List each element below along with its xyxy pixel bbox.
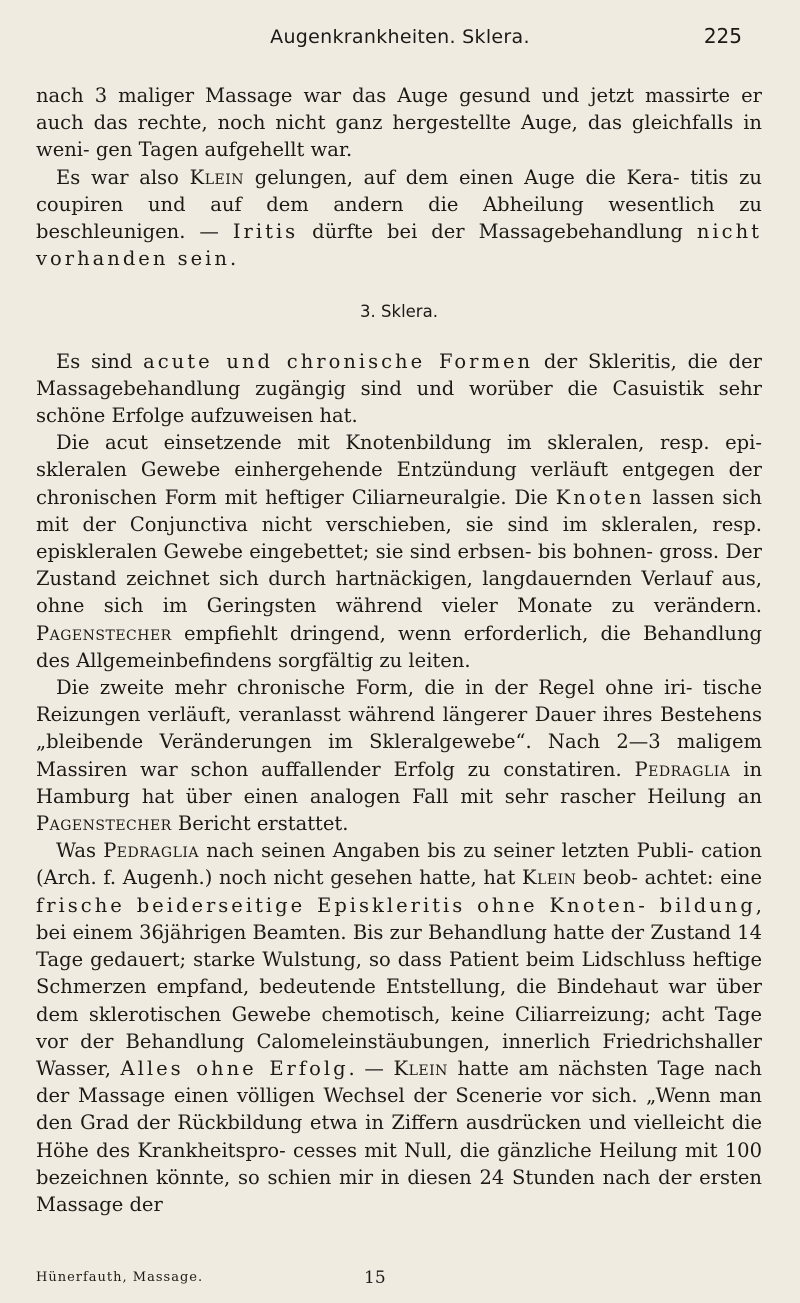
- text-run: Es war also: [56, 165, 190, 189]
- author-name-klein: Klein: [522, 866, 577, 890]
- text-run: , bei einem 36jährigen Beamten. Bis zur Behandlung hatte der Zustand 14 Tage gedauert; starke Wulstung, so dass Patient beim Lidschluss heftige Schmerzen empfand, bedeutende Entstellung, die Bindehaut war über dem sklerotischen Gewebe chemotisch, keine Ciliarreizung; acht Tage vor der Behandlung Calomeleinstäubungen, innerlich Friedrichshaller Wasser,: [36, 893, 762, 1080]
- paragraph-6: [36, 837, 762, 1218]
- author-name-klein: Klein: [189, 165, 245, 189]
- text-run: Die acut einsetzende mit Knotenbildung im skleralen, resp. epi- skleralen Gewebe einhergehende Entzündung verläuft entgegen der chronischen Form mit heftiger Ciliarneuralgie. Die: [36, 431, 762, 509]
- text-run: in Hamburg hat über einen analogen Fall mit sehr rascher Heilung an: [36, 757, 762, 808]
- section-heading: 3. Sklera.: [360, 302, 438, 322]
- emphasis-acute-chronische: acute und chronische Formen: [143, 349, 534, 373]
- text-run: gelungen, auf dem einen Auge die Kera- titis zu coupiren und auf dem andern die Abheilung wesentlich zu beschleunigen. —: [36, 165, 762, 244]
- text-run: .: [229, 247, 237, 271]
- author-name-pagenstecher: Pagenstecher: [36, 621, 172, 645]
- paragraph-2: [36, 164, 762, 273]
- paragraph-5: [36, 674, 762, 837]
- text-run: empfiehlt dringend, wenn erforderlich, die Behandlung des Allgemeinbefindens sorgfältig zu leiten.: [36, 621, 762, 672]
- running-head: [0, 22, 800, 58]
- author-name-klein: Klein: [393, 1056, 448, 1080]
- paragraph-3: [36, 348, 762, 430]
- text-run: hatte am nächsten Tage nach der Massage einen völligen Wechsel der Scenerie vor sich. „Wenn man den Grad der Rückbildung etwa in Ziffern ausdrücken und vielleicht die Höhe des Krankheitspro- cesses mit Null, die gänzliche Heilung mit 100 bezeichnen könnte, so schien mir in diesen 24 Stunden nach der ersten Massage der: [36, 1056, 762, 1216]
- body-text: [36, 82, 762, 1218]
- page-footer: [36, 1270, 762, 1292]
- author-name-pedraglia: Pedraglia: [103, 839, 200, 863]
- emphasis-iritis: Iritis: [232, 220, 299, 244]
- page-number: 225: [703, 24, 742, 48]
- text-run: lassen sich mit der Conjunctiva nicht verschieben, sie sind im skleralen, resp. episkleralen Gewebe eingebettet; sie sind erbsen- bis bohnen- gross. Der Zustand zeichnet sich durch hartnäckigen, langdauernden Verlauf aus, ohne sich im Geringsten während vieler Monate zu verändern.: [36, 485, 762, 618]
- paragraph-1: [36, 82, 762, 164]
- text-run: Die zweite mehr chronische Form, die in der Regel ohne iri- tische Reizungen verläuft, veranlasst während längerer Dauer ihres Bestehens „bleibende Veränderungen im Skleralgewebe“. Nach 2—3 maligem Massiren war schon auffallender Erfolg zu constatiren.: [36, 676, 762, 781]
- signature-line: Hünerfauth, Massage.: [36, 1270, 204, 1285]
- text-run: dürfte bei der Massagebehandlung: [298, 220, 697, 244]
- text-run: . —: [348, 1056, 394, 1080]
- emphasis-alles-ohne-erfolg: Alles ohne Erfolg: [120, 1056, 349, 1080]
- text-run: Es sind: [56, 349, 144, 373]
- sheet-number: 15: [364, 1268, 386, 1288]
- emphasis-frische-episkleritis: frische beiderseitige Episkleritis ohne Knoten- bildung: [36, 893, 756, 917]
- author-name-pedraglia: Pedraglia: [634, 757, 731, 781]
- running-title: Augenkrankheiten. Sklera.: [270, 26, 530, 48]
- text-run: nach seinen Angaben bis zu seiner letzten Publi- cation (Arch. f. Augenh.) noch nicht gesehen hatte, hat: [36, 839, 762, 890]
- paragraph-4: [36, 429, 762, 674]
- text-run: nach 3 maliger Massage war das Auge gesund und jetzt massirte er auch das rechte, noch nicht ganz hergestellte Auge, das gleichfalls in weni- gen Tagen aufgehellt war.: [36, 84, 762, 162]
- text-run: der Skleritis, die der Massagebehandlung zugängig sind und worüber die Casuistik sehr schöne Erfolge aufzuweisen hat.: [36, 349, 762, 428]
- text-run: Bericht erstattet.: [171, 812, 349, 836]
- emphasis-nicht-vorhanden: nicht vorhanden sein: [36, 220, 762, 271]
- author-name-pagenstecher: Pagenstecher: [36, 812, 172, 836]
- text-run: beob- achtet: eine: [576, 866, 762, 890]
- text-run: Was: [56, 839, 104, 863]
- emphasis-knoten: Knoten: [555, 485, 645, 509]
